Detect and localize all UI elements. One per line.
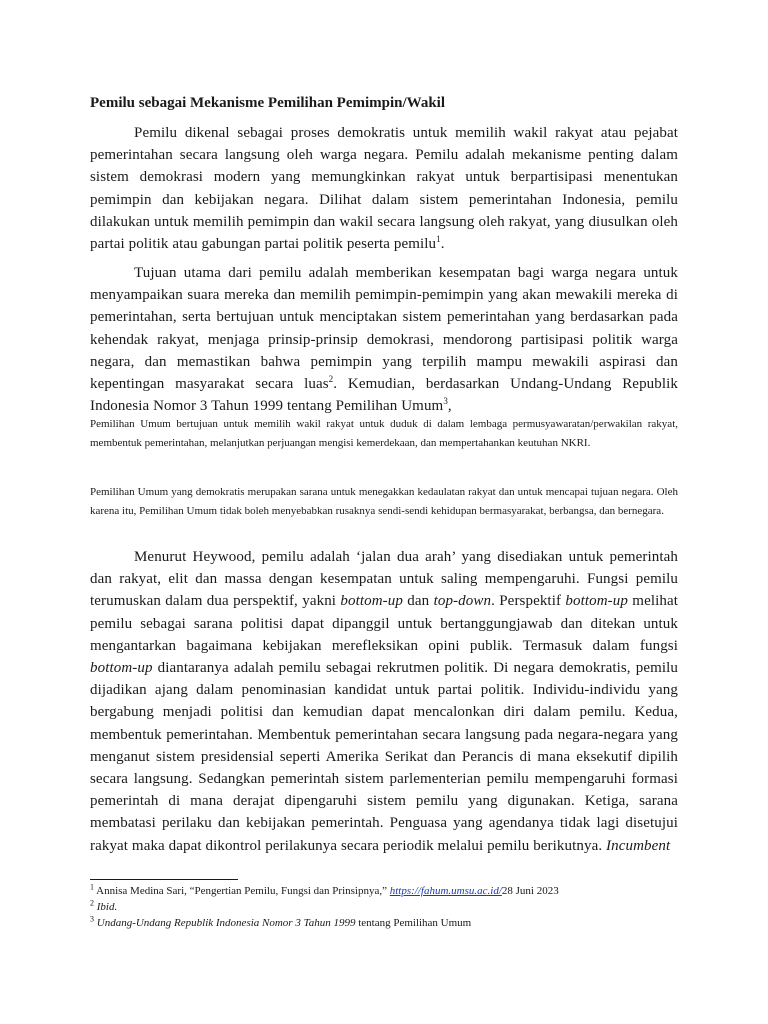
paragraph-1-text: Pemilu dikenal sebagai proses demokratis untuk memilih wakil rakyat atau pejabat pemerintahan secara langsung oleh warga negara. Pemilu adalah mekanisme penting dalam sistem demokrasi modern yang memungkinkan rakyat untuk berpartisipasi menentukan pemimpin dan kebijakan negara. Dilihat dalam sistem pemerintahan Indonesia, pemilu dilakukan untuk memilih pemimpin dan wakil secara langsung oleh rakyat, yang diusulkan oleh partai politik atau gabungan partai politik peserta pemilu	[90, 125, 678, 253]
term-incumbent: Incumbent	[606, 837, 671, 854]
footnote-3-text: tentang Pemilihan Umum	[355, 917, 472, 929]
paragraph-3-part-5: diantaranya adalah pemilu sebagai rekrutmen politik. Di negara demokratis, pemilu dijadikan ajang dalam penominasian kandidat untuk partai politik. Individu-individu yang bergabung menjadi politisi dan kemudian dapat mencalonkan diri dalam pemilu. Kedua, membentuk pemerintahan. Membentuk pemerintahan secara langsung pada negara-negara yang menganut sistem presidensial seperti Amerika Serikat dan Perancis di mana eksekutif dipilih secara langsung. Sedangkan pemerintah sistem parlementerian pemilu mempengaruhi formasi pemerintah di mana derajat dipengaruhi sistem pemilu yang digunakan. Ketiga, sarana membatasi perilaku dan kebijakan pemerintah. Penguasa yang agendanya tidak lagi disetujui rakyat maka dapat dikontrol perilakunya secara periodik melalui pemilu berikutnya.	[90, 660, 678, 854]
paragraph-3	[90, 546, 678, 857]
term-top-down: top-down	[433, 593, 492, 610]
footnote-2-number: 2	[90, 898, 94, 908]
quote-1: Pemilihan Umum bertujuan untuk memilih wakil rakyat untuk duduk di dalam lembaga permusyawaratan/perwakilan rakyat, membentuk pemerintahan, melanjutkan perjuangan mengisi kemerdekaan, dan mempertahankan keutuhan NKRI.	[90, 418, 678, 449]
footnote-2-text: Ibid.	[96, 901, 118, 913]
footnote-ref-3[interactable]: 3	[443, 396, 448, 407]
footnote-1-text: Annisa Medina Sari, “Pengertian Pemilu, Fungsi dan Prinsipnya,”	[94, 885, 390, 897]
term-bottom-up-1: bottom-up	[340, 593, 403, 610]
footnote-1	[90, 883, 690, 899]
paragraph-2-mid: . Kemudian, berdasarkan Undang-Undang Republik Indonesia Nomor 3 Tahun 1999 tentang Pemilihan Umum	[90, 376, 679, 415]
paragraph-1	[90, 122, 678, 255]
footnote-1-link[interactable]: https://fahum.umsu.ac.id/	[389, 885, 502, 897]
footnote-2	[90, 899, 690, 915]
footnote-3-title: Undang-Undang Republik Indonesia Nomor 3 Tahun 1999	[96, 917, 356, 929]
footnote-3	[90, 915, 690, 931]
paragraph-3-part-2: dan	[402, 593, 434, 610]
quote-2: Pemilihan Umum yang demokratis merupakan sarana untuk menegakkan kedaulatan rakyat dan untuk mencapai tujuan negara. Oleh karena itu, Pemilihan Umum tidak boleh menyebabkan rusaknya sendi-sendi kehidupan bermasyarakat, berbangsa, dan bernegara.	[90, 486, 678, 517]
paragraph-2-text: Tujuan utama dari pemilu adalah memberikan kesempatan bagi warga negara untuk menyampaikan suara mereka dan memilih pemimpin-pemimpin yang akan mewakili mereka di pemerintahan, serta bertujuan untuk menciptakan sistem pemerintahan yang berdasarkan pada kehendak rakyat, menjaga prinsip-prinsip demokrasi, mendorong partisipasi politik warga negara, dan memastikan bahwa pemimpin yang terpilih mampu mewakili aspirasi dan kepentingan masyarakat secara luas	[90, 265, 678, 393]
footnote-3-number: 3	[90, 914, 94, 924]
footnote-ref-1[interactable]: 1	[436, 234, 441, 245]
term-bottom-up-3: bottom-up	[90, 660, 153, 677]
paragraph-3-part-1: Menurut Heywood, pemilu adalah ‘jalan dua arah’ yang disediakan untuk pemerintah dan rakyat, elit dan massa dengan kesempatan untuk saling mempengaruhi. Fungsi pemilu terumuskan dalam dua perspektif, yakni	[90, 549, 678, 610]
footnote-1-date: 28 Juni 2023	[501, 885, 559, 897]
section-heading: Pemilu sebagai Mekanisme Pemilihan Pemimpin/Wakil	[90, 95, 446, 111]
paragraph-3-part-3: . Perspektif	[491, 593, 566, 610]
footnote-1-number: 1	[90, 882, 94, 892]
paragraph-2	[90, 262, 678, 417]
footnote-ref-2[interactable]: 2	[328, 374, 334, 385]
footnote-separator	[90, 879, 238, 880]
term-bottom-up-2: bottom-up	[565, 593, 628, 610]
paragraph-2-end: ,	[447, 398, 452, 415]
paragraph-3-part-4: melihat pemilu sebagai sarana politisi dapat dipanggil untuk bertanggungjawab dan ditekan untuk mengantarkan bagaimana kebijakan merefleksikan opini publik. Termasuk dalam fungsi	[90, 593, 678, 654]
paragraph-1-end: .	[440, 236, 445, 253]
